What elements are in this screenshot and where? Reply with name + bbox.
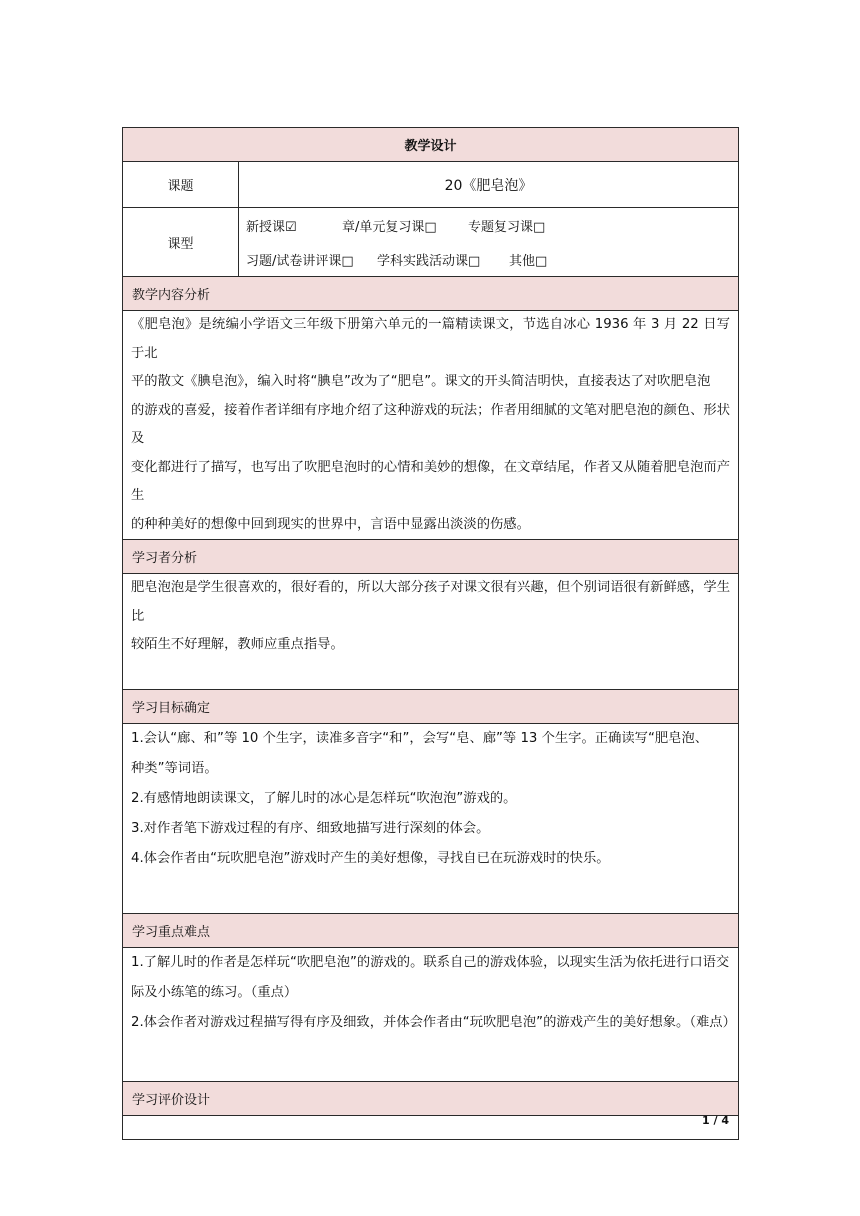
content-analysis-text xyxy=(123,311,739,540)
topic-label: 课题 xyxy=(123,162,239,208)
page-number: 1 / 4 xyxy=(702,1114,729,1127)
paragraph-line: 3.对作者笔下游戏过程的有序、细致地描写进行深刻的体会。 xyxy=(131,821,490,836)
content-analysis-row xyxy=(123,311,739,540)
lesson-type-label: 课型 xyxy=(123,208,239,277)
paragraph-line: 际及小练笔的练习。（重点） xyxy=(131,985,298,1000)
section-header-row xyxy=(123,914,739,948)
table-header-row xyxy=(123,128,739,162)
objectives-row xyxy=(123,724,739,914)
content-analysis-title: 教学内容分析 xyxy=(123,277,739,311)
lesson-plan-table xyxy=(122,127,739,1140)
lesson-type-option: 其他□ xyxy=(509,253,548,269)
evaluation-row xyxy=(123,1116,739,1140)
paragraph-line: 1.了解儿时的作者是怎样玩“吹肥皂泡”的游戏的。联系自己的游戏体验，以现实生活为依托进行口语交 xyxy=(131,955,730,970)
lesson-type-options xyxy=(239,208,739,277)
lesson-type-option: 专题复习课□ xyxy=(468,219,546,235)
section-header-row xyxy=(123,1082,739,1116)
paragraph-line: 变化都进行了描写，也写出了吹肥皂泡时的心情和美妙的想像，在文章结尾，作者又从随着肥皂泡而产生 xyxy=(131,459,731,503)
lesson-type-row-2 xyxy=(239,242,738,276)
learner-analysis-title: 学习者分析 xyxy=(123,540,739,574)
learner-analysis-row xyxy=(123,574,739,690)
lesson-type-row xyxy=(123,208,739,277)
section-header-row xyxy=(123,690,739,724)
paragraph-line: 种类”等词语。 xyxy=(131,761,218,776)
evaluation-title: 学习评价设计 xyxy=(123,1082,739,1116)
objectives-text xyxy=(123,724,739,914)
topic-value: 20《肥皂泡》 xyxy=(239,162,739,208)
lesson-type-row-1 xyxy=(239,208,738,242)
objectives-title: 学习目标确定 xyxy=(123,690,739,724)
paragraph-line: 的种种美好的想像中回到现实的世界中，言语中显露出淡淡的伤感。 xyxy=(131,516,530,532)
lesson-type-option: 新授课☑ xyxy=(246,219,297,235)
paragraph-line: 的游戏的喜爱，接着作者详细有序地介绍了这种游戏的玩法；作者用细腻的文笔对肥皂泡的颜色、形状及 xyxy=(131,402,731,446)
paragraph-line: 平的散文《腆皂泡》，编入时将“腆皂”改为了“肥皂”。课文的开头简洁明快，直接表达了对吹肥皂泡 xyxy=(131,374,711,389)
table-title: 教学设计 xyxy=(123,128,739,162)
key-points-row xyxy=(123,948,739,1082)
topic-row xyxy=(123,162,739,208)
evaluation-content xyxy=(123,1116,739,1140)
section-header-row xyxy=(123,277,739,311)
key-points-title: 学习重点难点 xyxy=(123,914,739,948)
lesson-type-option: 学科实践活动课□ xyxy=(377,253,481,269)
section-header-row xyxy=(123,540,739,574)
paragraph-line: 2.体会作者对游戏过程描写得有序及细致，并体会作者由“玩吹肥皂泡”的游戏产生的美好想象。（难点） xyxy=(131,1015,736,1030)
paragraph-line: 2.有感情地朗读课文，了解儿时的冰心是怎样玩“吹泡泡”游戏的。 xyxy=(131,791,517,806)
paragraph-line: 1.会认“廊、和”等 10 个生字，读准多音字“和”，会写“皂、廊”等 13 个生字。正确读写“肥皂泡、 xyxy=(131,731,709,746)
paragraph-line: 肥皂泡泡是学生很喜欢的，很好看的，所以大部分孩子对课文很有兴趣，但个别词语很有新鲜感，学生比 xyxy=(131,580,731,624)
lesson-type-option: 章/单元复习课□ xyxy=(342,219,437,235)
learner-analysis-text xyxy=(123,574,739,690)
paragraph-line: 较陌生不好理解，教师应重点指导。 xyxy=(131,637,344,652)
key-points-text xyxy=(123,948,739,1082)
paragraph-line: 4.体会作者由“玩吹肥皂泡”游戏时产生的美好想像，寻找自已在玩游戏时的快乐。 xyxy=(131,851,610,866)
paragraph-line: 《肥皂泡》是统编小学语文三年级下册第六单元的一篇精读课文，节选自冰心 1936 年 3 月 22 日写于北 xyxy=(131,317,731,361)
lesson-type-option: 习题/试卷讲评课□ xyxy=(246,253,354,269)
